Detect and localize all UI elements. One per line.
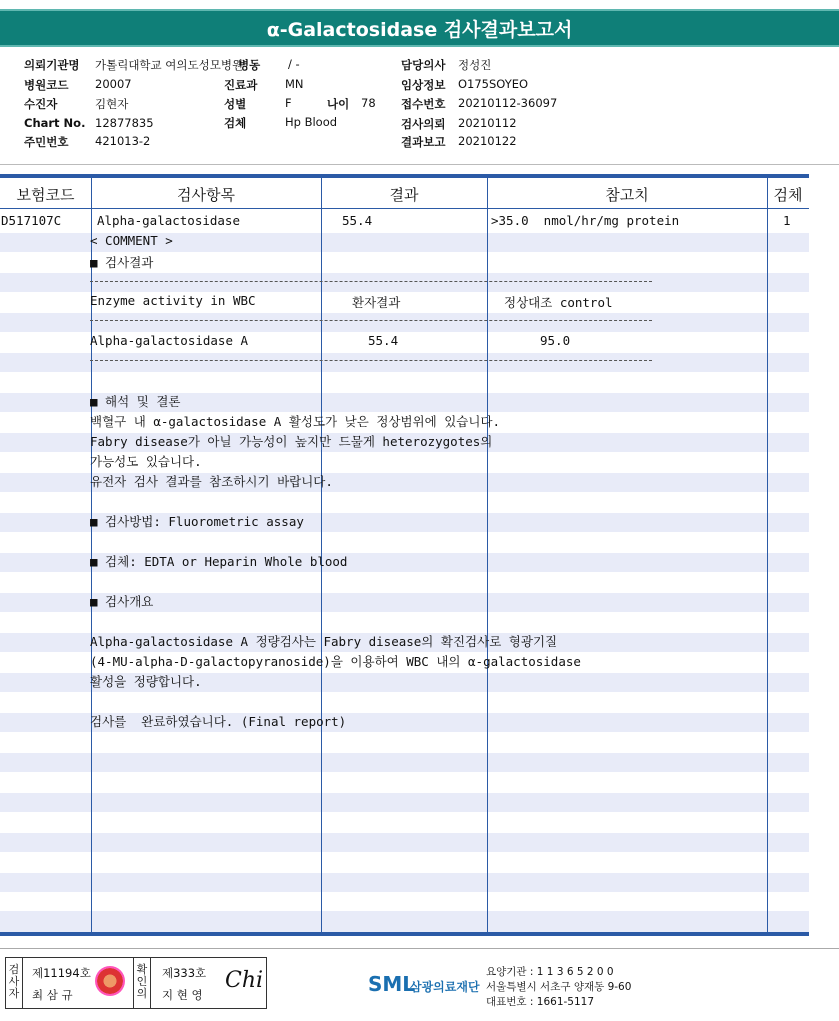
header-divider: [0, 164, 839, 165]
col-header-code: 보험코드: [16, 186, 75, 204]
value-patient: 김현자: [95, 97, 129, 111]
foundation-name: 삼광의료재단: [410, 980, 480, 994]
result-table-col2: 환자결과: [352, 295, 401, 310]
interpretation-line: Fabry disease가 아닐 가능성이 높지만 드물게 heterozygotes의: [90, 434, 493, 449]
value-clinical-info: O175SOYEO: [458, 77, 529, 91]
value-chart-no: 12877835: [95, 116, 154, 130]
signature: Chi: [225, 968, 264, 993]
row-stripe: [0, 353, 809, 372]
label-clinical-info: 임상정보: [401, 78, 446, 92]
phone: 대표번호 : 1661-5117: [486, 996, 595, 1008]
dashed-rule: [90, 360, 652, 361]
result-table-col1: Enzyme activity in WBC: [90, 293, 256, 308]
label-patient: 수진자: [24, 97, 58, 111]
label-institution: 의뢰기관명: [24, 58, 80, 72]
interpretation-line: 유전자 검사 결과를 참조하시기 바랍니다.: [90, 474, 333, 489]
dashed-rule: [90, 281, 652, 282]
overview-line: 활성을 정량합니다.: [90, 674, 202, 689]
cell-specimen: 1: [783, 213, 791, 228]
row-stripe: [0, 873, 809, 892]
interpretation-line: 백혈구 내 α-galactosidase A 활성도가 낮은 정상범위에 있습니다.: [90, 414, 501, 429]
confirmer-label: 확인의: [136, 963, 148, 1000]
col-header-reference: 참고치: [605, 186, 649, 204]
divider: [133, 957, 134, 1009]
label-sex: 성별: [224, 97, 247, 111]
label-chart-no: Chart No.: [24, 116, 86, 130]
col-header-result: 결과: [389, 186, 419, 204]
value-report-date: 20210122: [458, 134, 517, 148]
value-ward: / -: [288, 57, 300, 71]
col-header-specimen: 검체: [773, 186, 803, 204]
value-doctor: 정성진: [458, 58, 492, 72]
interpretation-line: 가능성도 있습니다.: [90, 454, 202, 469]
label-resident-no: 주민번호: [24, 135, 69, 149]
col-header-item: 검사항목: [177, 186, 235, 204]
overview-line: (4-MU-alpha-D-galactopyranoside)을 이용하여 WBC 내의 α-galactosidase: [90, 654, 581, 669]
section-result-heading: ■ 검사결과: [90, 255, 154, 270]
row-stripe: [0, 793, 809, 812]
label-report-date: 결과보고: [401, 135, 446, 149]
column-divider: [487, 178, 488, 932]
row-stripe: [0, 833, 809, 852]
footer-divider: [0, 948, 839, 949]
row-stripe: [0, 313, 809, 332]
tester-license: 제11194호: [32, 966, 91, 980]
address: 서울특별시 서초구 양재동 9-60: [486, 981, 632, 993]
cell-result: 55.4: [342, 213, 373, 228]
sml-logo: SML: [368, 972, 416, 996]
tester-name: 최 삼 규: [32, 988, 73, 1002]
confirmer-license: 제333호: [162, 966, 207, 980]
label-age: 나이: [327, 97, 350, 111]
value-receipt-no: 20210112-36097: [458, 96, 558, 110]
patient-value: 55.4: [368, 333, 399, 348]
cell-reference: >35.0 nmol/hr/mg protein: [491, 213, 680, 228]
label-dept: 진료과: [224, 78, 258, 92]
report-title: α-Galactosidase 검사결과보고서: [0, 9, 839, 47]
seal-stamp: [95, 966, 125, 996]
value-institution: 가톨릭대학교 여의도성모병원: [95, 58, 244, 72]
label-hospital-code: 병원코드: [24, 78, 69, 92]
row-stripe: [0, 753, 809, 772]
row-stripe: [0, 911, 809, 932]
label-request-date: 검사의뢰: [401, 117, 446, 131]
overview-line: Alpha-galactosidase A 정량검사는 Fabry disease의 확진검사로 형광기질: [90, 634, 558, 649]
label-specimen: 검체: [224, 116, 247, 130]
value-dept: MN: [285, 77, 304, 91]
institution-code: 요양기관 : 1 1 3 6 5 2 0 0: [486, 966, 614, 978]
divider: [22, 957, 23, 1009]
label-doctor: 담당의사: [401, 58, 446, 72]
enzyme-name: Alpha-galactosidase A: [90, 333, 249, 348]
value-resident-no: 421013-2: [95, 134, 151, 148]
tester-label: 검사자: [8, 963, 20, 1000]
value-specimen: Hp Blood: [285, 115, 338, 129]
cell-code: D517107C: [1, 213, 62, 228]
value-request-date: 20210112: [458, 116, 517, 130]
confirmer-name: 지 현 영: [162, 988, 203, 1002]
value-hospital-code: 20007: [95, 77, 132, 91]
control-value: 95.0: [540, 333, 571, 348]
dashed-rule: [90, 320, 652, 321]
cell-item: Alpha-galactosidase: [97, 213, 240, 228]
section-interpretation-heading: ■ 해석 및 결론: [90, 394, 181, 409]
divider: [150, 957, 151, 1009]
value-age: 78: [361, 96, 376, 110]
comment-header: < COMMENT >: [90, 233, 173, 248]
specimen-line: ■ 검체: EDTA or Heparin Whole blood: [90, 554, 348, 569]
column-divider: [767, 178, 768, 932]
row-stripe: [0, 273, 809, 292]
final-report-line: 검사를 완료하였습니다. (Final report): [90, 714, 347, 729]
label-receipt-no: 접수번호: [401, 97, 446, 111]
method-line: ■ 검사방법: Fluorometric assay: [90, 514, 304, 529]
result-table-col3: 정상대조 control: [504, 295, 613, 310]
value-sex: F: [285, 96, 292, 110]
label-ward: 병동: [238, 58, 261, 72]
section-overview-heading: ■ 검사개요: [90, 594, 154, 609]
